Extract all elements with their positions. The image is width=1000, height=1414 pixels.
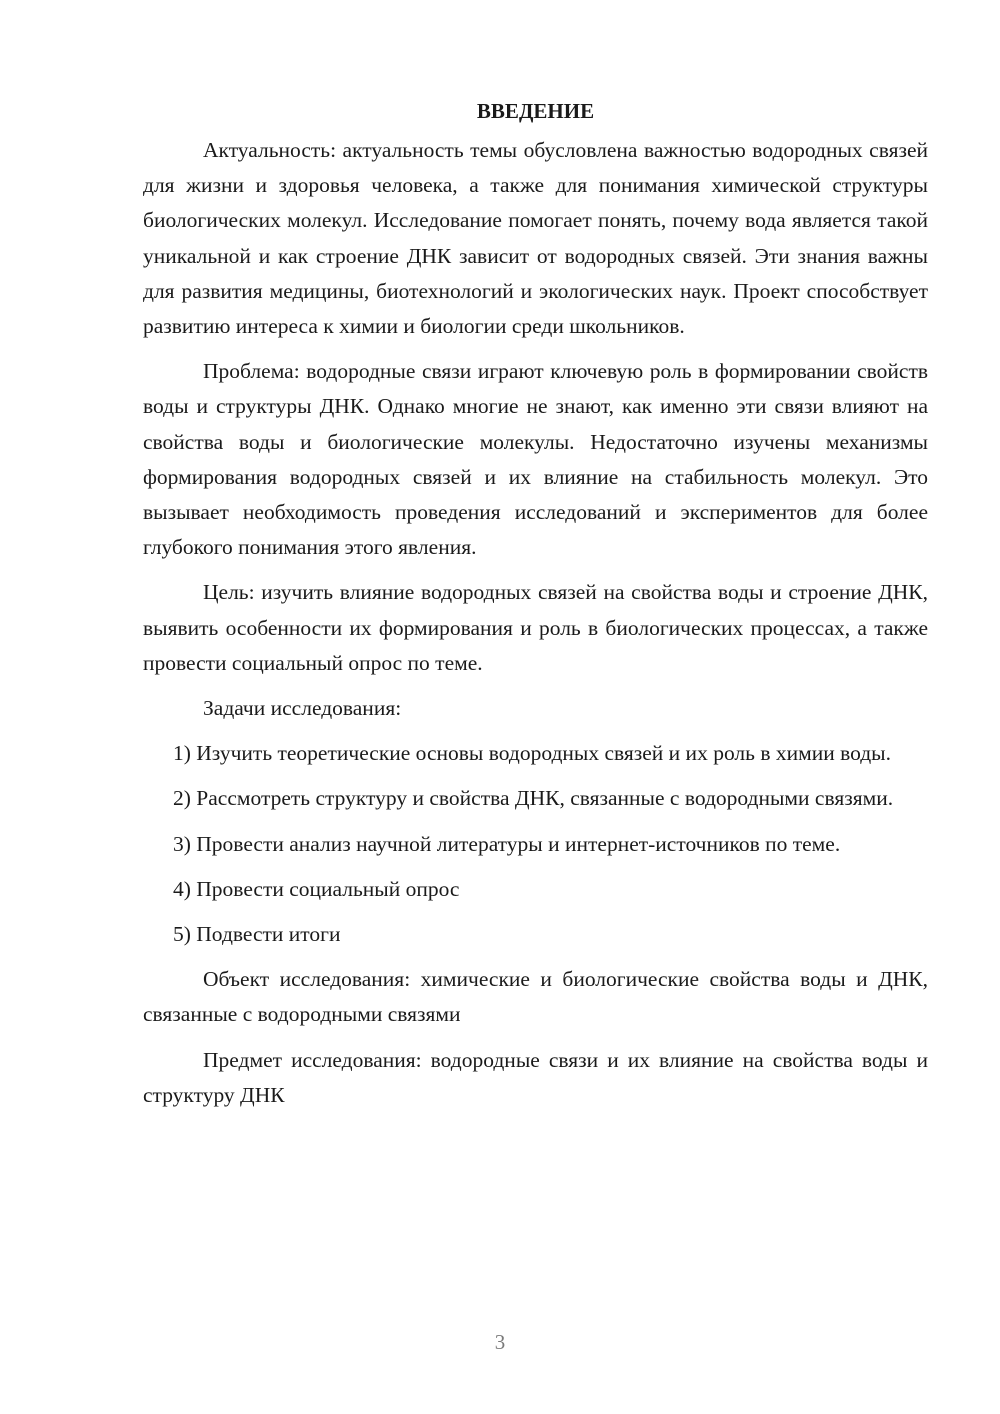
task-item-3: 3) Провести анализ научной литературы и интернет-источников по теме. <box>173 831 841 856</box>
task-item-1: 1) Изучить теоретические основы водородных связей и их роль в химии воды. <box>173 741 891 766</box>
research-object-paragraph: Объект исследования: химические и биологические свойства воды и ДНК, связанные с водородными связями <box>143 967 928 1027</box>
research-subject-paragraph: Предмет исследования: водородные связи и их влияние на свойства воды и структуру ДНК <box>143 1047 928 1107</box>
task-item-4: 4) Провести социальный опрос <box>173 876 460 901</box>
tasks-heading: Задачи исследования: <box>203 696 402 721</box>
task-item-2: 2) Рассмотреть структуру и свойства ДНК, связанные с водородными связями. <box>173 786 894 811</box>
relevance-paragraph: Актуальность: актуальность темы обусловлена важностью водородных связей для жизни и здоровья человека, а также для понимания химической структуры биологических молекул. Исследование помогает понять, почему вода является такой уникальной и как строение ДНК зависит от водородных связей. Эти знания важны для развития медицины, биотехнологий и экологических наук. Проект способствует развитию интереса к химии и биологии среди школьников. <box>143 138 928 339</box>
problem-paragraph: Проблема: водородные связи играют ключевую роль в формировании свойств воды и структуры ДНК. Однако многие не знают, как именно эти связи влияют на свойства воды и биологические молекулы. Недостаточно изучены механизмы формирования водородных связей и их влияние на стабильность молекул. Это вызывает необходимость проведения исследований и экспериментов для более глубокого понимания этого явления. <box>143 359 928 560</box>
document-page <box>143 92 928 1123</box>
section-title: ВВЕДЕНИЕ <box>476 99 595 123</box>
page-number: 3 <box>494 1330 506 1354</box>
goal-paragraph: Цель: изучить влияние водородных связей на свойства воды и строение ДНК, выявить особенности их формирования и роль в биологических процессах, а также провести социальный опрос по теме. <box>143 580 928 675</box>
task-item-5: 5) Подвести итоги <box>173 922 341 947</box>
